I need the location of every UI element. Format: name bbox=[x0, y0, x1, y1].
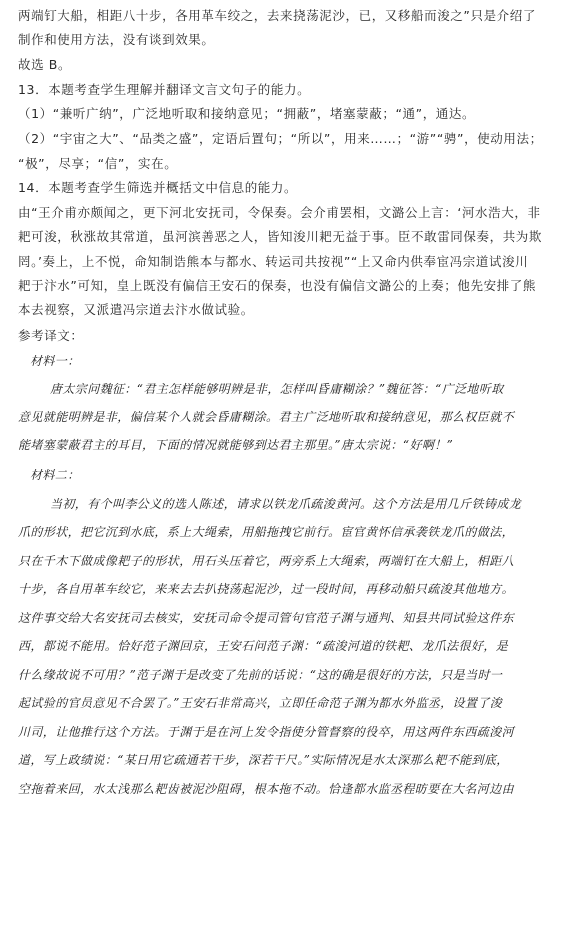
material-2-heading: 材料二： bbox=[30, 468, 80, 482]
text-line: 罔。’奏上，上不悦，命知制诰熊本与都水、转运司共按视”“上又命内供奉宦冯宗道试浚川 bbox=[18, 254, 529, 269]
translation-line: 十步，各自用革车绞它，来来去去扒挠荡起泥沙，过一段时间，再移动船只疏浚其他地方。 bbox=[18, 582, 515, 596]
translation-line: 川司，让他推行这个方法。于渊于是在河上发令指使分管督察的役卒，用这两件东西疏浚河 bbox=[18, 725, 515, 739]
text-line: “极”，尽享；“信”，实在。 bbox=[18, 156, 178, 171]
translation-line: 只在千木下做成像耙子的形状，用石头压着它，两旁系上大绳索，两端钉在大船上，相距八 bbox=[18, 554, 515, 568]
question-14-heading: 14．本题考查学生筛选并概括文中信息的能力。 bbox=[18, 180, 298, 195]
text-line: 本去视察，又派遣冯宗道去汴水做试验。 bbox=[18, 302, 254, 317]
translation-line: 起试验的官员意见不合罢了。”王安石非常高兴，立即任命范子渊为都水外监丞，设置了浚 bbox=[18, 696, 503, 710]
translation-line: 西，都说不能用。恰好范子渊回京，王安石问范子渊：“疏浚河道的铁耙、龙爪法很好，是 bbox=[18, 639, 509, 653]
translation-line: 唐太宗问魏征：“君主怎样能够明辨是非，怎样叫昏庸糊涂？”魏征答：“广泛地听取 bbox=[50, 382, 504, 396]
answer-line: 故选 B。 bbox=[18, 57, 72, 72]
translation-line: 能堵塞蒙蔽君主的耳目，下面的情况就能够到达君主那里。”唐太宗说：“好啊！” bbox=[18, 438, 454, 452]
translation-line: 意见就能明辨是非，偏信某个人就会昏庸糊涂。君主广泛地听取和接纳意见，那么权臣就不 bbox=[18, 410, 515, 424]
text-line: 由“王介甫亦颇闻之，更下河北安抚司，令保奏。会介甫罢相，文潞公上言：‘河水浩大，非 bbox=[18, 205, 541, 220]
question-13-item-1: （1）“兼听广纳”，广泛地听取和接纳意见；“拥蔽”，堵塞蒙蔽；“通”，通达。 bbox=[18, 106, 476, 121]
translation-line: 道，写上政绩说：“某日用它疏通若干步，深若干尺。”实际情况是水太深那么耙不能到底， bbox=[18, 753, 509, 767]
translation-line: 爪的形状，把它沉到水底，系上大绳索，用船拖拽它前行。宦官黄怀信承袭铁龙爪的做法， bbox=[18, 525, 515, 539]
text-line: 两端钉大船，相距八十步，各用革车绞之，去来挠荡泥沙，已，又移船而浚之”只是介绍了 bbox=[18, 8, 536, 23]
translation-line: 空拖着来回，水太浅那么耙齿被泥沙阻碍，根本拖不动。恰逢都水监丞程昉要在大名河边由 bbox=[18, 782, 515, 796]
translation-line: 这件事交给大名安抚司去核实，安抚司命令提司管句官范子渊与通判、知县共同试验这件东 bbox=[18, 611, 515, 625]
text-line: 耙于汴水”可知，皇上既没有偏信王安石的保奏，也没有偏信文潞公的上奏；他先安排了熊 bbox=[18, 278, 536, 293]
material-1-heading: 材料一： bbox=[30, 354, 80, 368]
translation-line: 什么缘故说不可用？”范子渊于是改变了先前的话说：“这的确是很好的方法，只是当时一 bbox=[18, 668, 503, 682]
translation-line: 当初，有个叫李公义的选人陈述，请求以铁龙爪疏浚黄河。这个方法是用几斤铁铸成龙 bbox=[50, 497, 522, 511]
text-line: 制作和使用方法，没有谈到效果。 bbox=[18, 32, 215, 47]
reference-translation-heading: 参考译文： bbox=[18, 328, 84, 343]
text-line: 耙可浚，秋涨故其常道，虽河滨善恶之人，皆知浚川耙无益于事。臣不敢雷同保奏，共为欺 bbox=[18, 229, 543, 244]
question-13-item-2: （2）“宇宙之大”、“品类之盛”，定语后置句；“所以”，用来……；“游”“骋”，使动用法； bbox=[18, 131, 543, 146]
question-13-heading: 13．本题考查学生理解并翻译文言文句子的能力。 bbox=[18, 82, 311, 97]
